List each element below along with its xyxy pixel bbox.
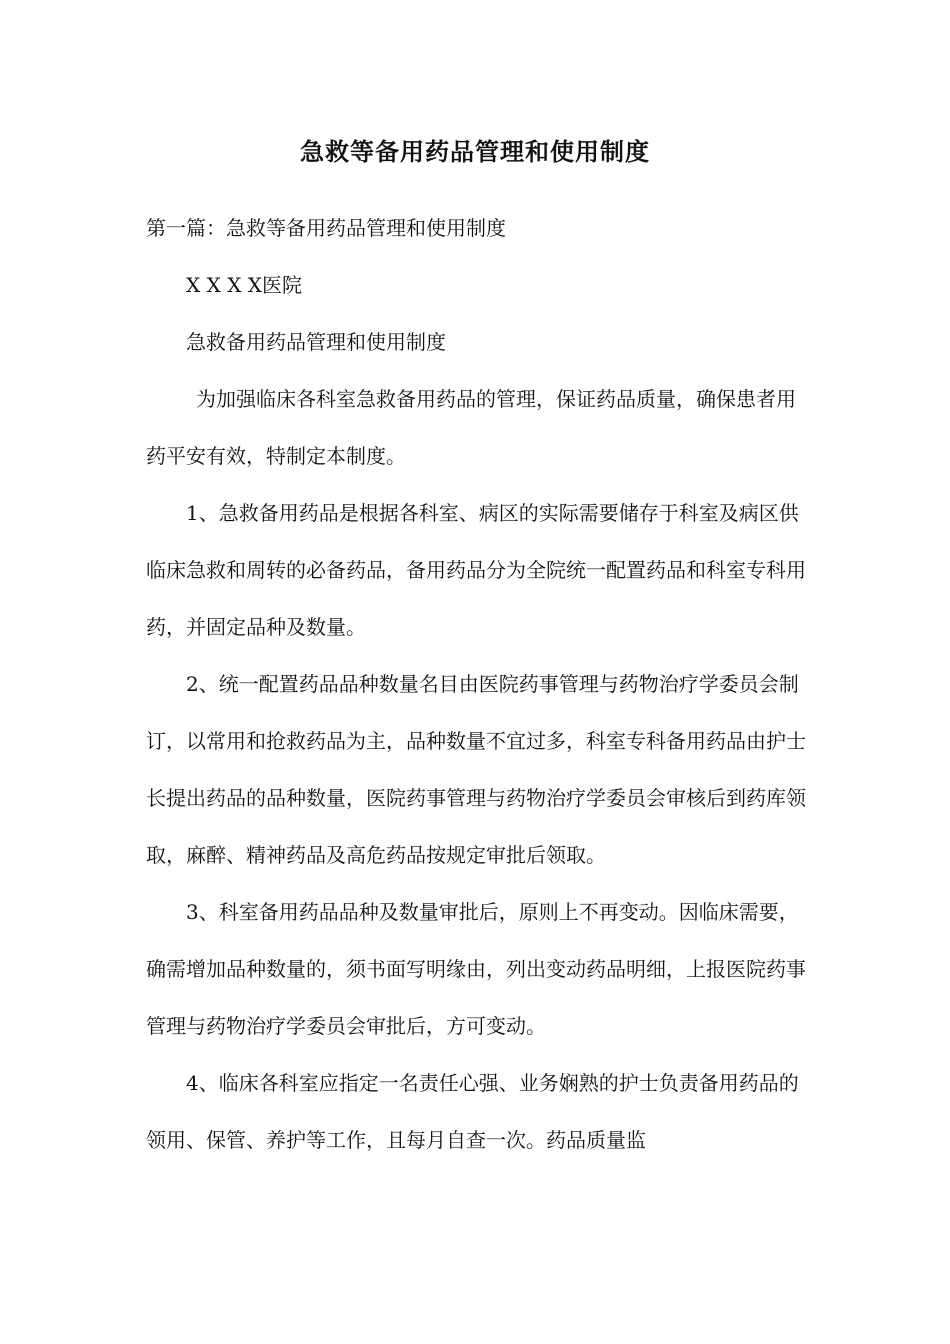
hospital-name: X X X X医院 [186, 273, 303, 297]
document-body [146, 200, 806, 1169]
rule-paragraph-3: 3、科室备用药品品种及数量审批后，原则上不再变动。因临床需要，确需增加品种数量的，须书面写明缘由，列出变动药品明细，上报医院药事管理与药物治疗学委员会审批后，方可变动。 [146, 900, 806, 1038]
rule-paragraph-1: 1、急救备用药品是根据各科室、病区的实际需要储存于科室及病区供临床急救和周转的必备药品，备用药品分为全院统一配置药品和科室专科用药，并固定品种及数量。 [146, 501, 806, 639]
section-heading: 急救备用药品管理和使用制度 [186, 330, 446, 354]
rule-paragraph-4: 4、临床各科室应指定一名责任心强、业务娴熟的护士负责备用药品的领用、保管、养护等工作，且每月自查一次。药品质量监 [146, 1071, 799, 1152]
intro-paragraph: 为加强临床各科室急救备用药品的管理，保证药品质量，确保患者用药平安有效，特制定本制度。 [146, 387, 796, 468]
chapter-heading: 第一篇：急救等备用药品管理和使用制度 [146, 216, 506, 240]
document-title: 急救等备用药品管理和使用制度 [300, 138, 650, 166]
rule-paragraph-2: 2、统一配置药品品种数量名目由医院药事管理与药物治疗学委员会制订，以常用和抢救药品为主，品种数量不宜过多，科室专科备用药品由护士长提出药品的品种数量，医院药事管理与药物治疗学委员会审核后到药库领取，麻醉、精神药品及高危药品按规定审批后领取。 [146, 672, 806, 867]
